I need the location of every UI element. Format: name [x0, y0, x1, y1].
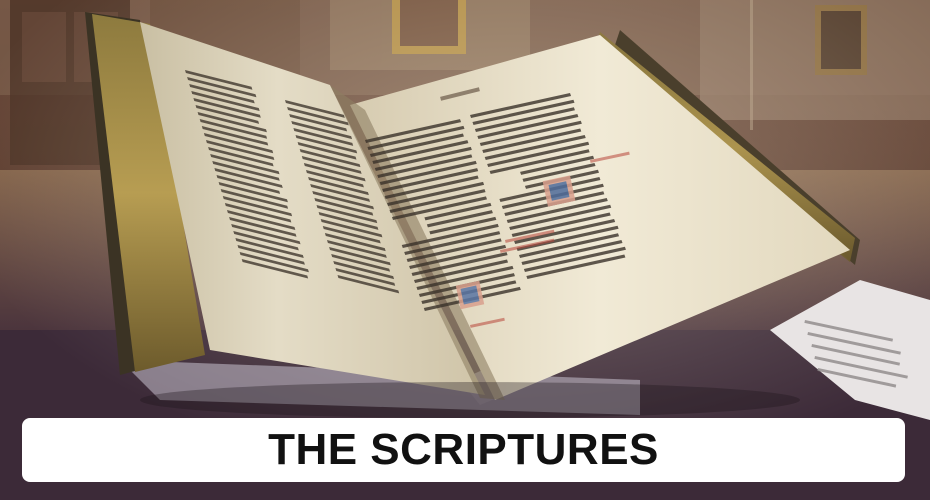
caption-bar [22, 418, 905, 482]
slide-title: THE SCRIPTURES [268, 425, 659, 474]
